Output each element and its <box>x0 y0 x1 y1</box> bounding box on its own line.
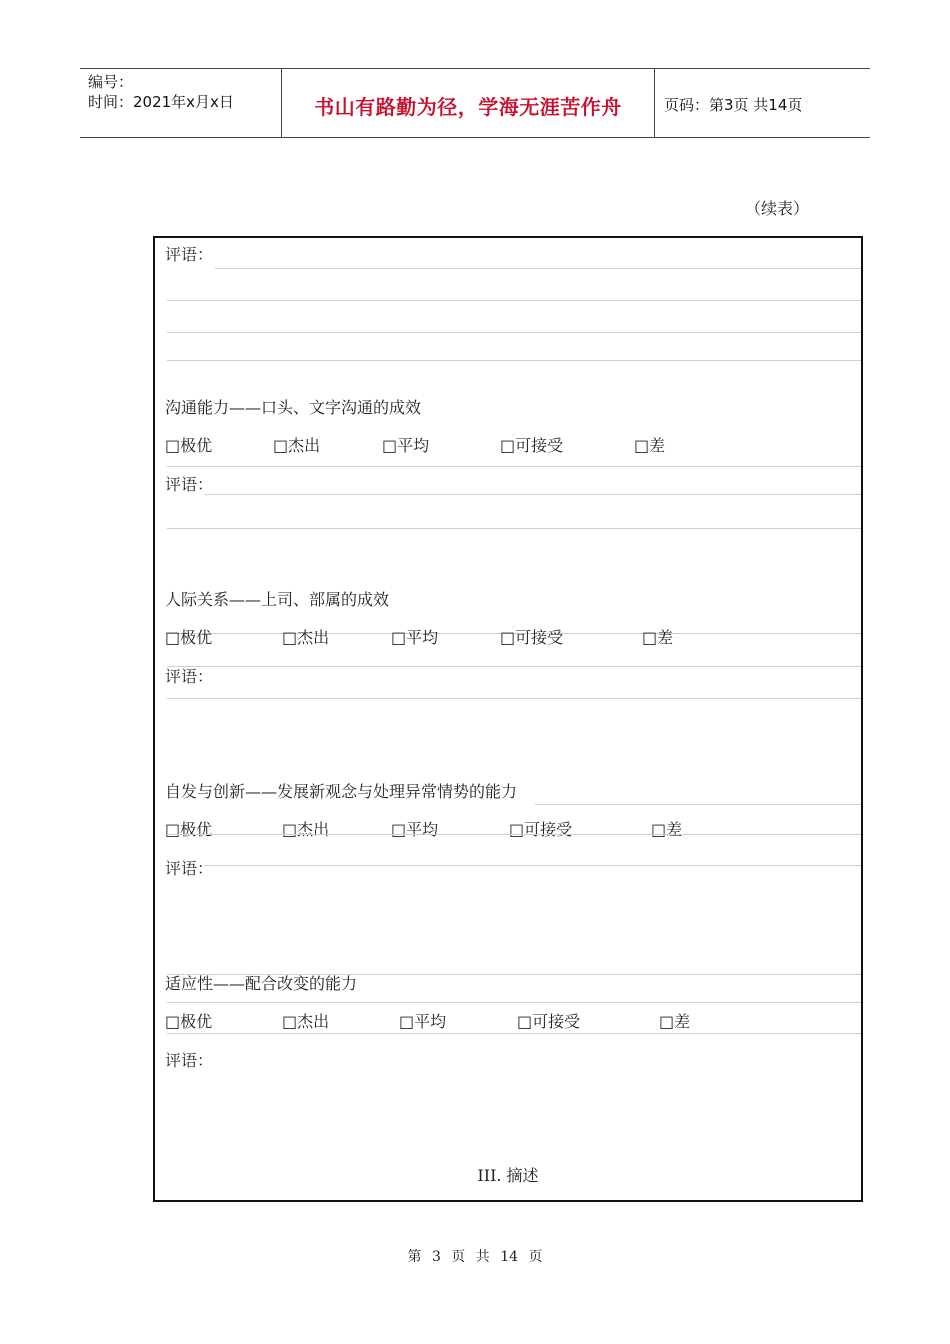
option-excellent[interactable]: □极优 <box>165 1012 213 1031</box>
option-poor[interactable]: □差 <box>651 820 683 839</box>
page-footer: 第 3 页 共 14 页 <box>407 1249 543 1265</box>
comment-line <box>167 466 861 467</box>
option-acceptable[interactable]: □可接受 <box>500 436 564 455</box>
option-acceptable[interactable]: □可接受 <box>517 1012 581 1031</box>
option-excellent[interactable]: □极优 <box>165 628 213 647</box>
comment-line <box>167 528 861 529</box>
header-right-cell <box>654 69 870 137</box>
section-title-initiative: 自发与创新——发展新观念与处理异常情势的能力 <box>165 782 518 801</box>
section-title-relationships: 人际关系——上司、部属的成效 <box>165 590 390 609</box>
option-average[interactable]: □平均 <box>391 820 439 839</box>
option-outstanding[interactable]: □杰出 <box>282 628 330 647</box>
comment-label: 评语： <box>165 1051 214 1070</box>
page-header <box>80 68 870 138</box>
option-excellent[interactable]: □极优 <box>165 436 213 455</box>
option-line <box>167 1033 861 1034</box>
option-line <box>167 1002 861 1003</box>
option-acceptable[interactable]: □可接受 <box>500 628 564 647</box>
serial-label: 编号： <box>88 73 134 91</box>
date-label: 时间：2021年x月x日 <box>88 93 234 111</box>
comment-label: 评语： <box>165 245 214 264</box>
option-outstanding[interactable]: □杰出 <box>282 820 330 839</box>
comment-line <box>167 332 861 333</box>
comment-line <box>167 666 861 667</box>
option-average[interactable]: □平均 <box>391 628 439 647</box>
comment-label: 评语： <box>165 475 214 494</box>
header-motto-cell <box>281 69 655 137</box>
option-line <box>535 804 861 805</box>
option-average[interactable]: □平均 <box>382 436 430 455</box>
option-poor[interactable]: □差 <box>634 436 666 455</box>
comment-line <box>167 360 861 361</box>
page-info: 页码：第3页 共14页 <box>664 96 803 114</box>
header-left-cell <box>80 69 281 137</box>
comment-line <box>205 494 861 495</box>
comment-label: 评语： <box>165 667 214 686</box>
evaluation-form-box <box>153 236 863 1202</box>
option-line <box>167 834 861 835</box>
option-poor[interactable]: □差 <box>642 628 674 647</box>
section-title-communication: 沟通能力——口头、文字沟通的成效 <box>165 398 422 417</box>
comment-label: 评语： <box>165 859 214 878</box>
comment-line <box>167 300 861 301</box>
option-outstanding[interactable]: □杰出 <box>282 1012 330 1031</box>
comment-line <box>167 698 861 699</box>
option-poor[interactable]: □差 <box>659 1012 691 1031</box>
summary-heading: III. 摘述 <box>477 1166 539 1185</box>
motto-text: 书山有路勤为径，学海无涯苦作舟 <box>314 95 622 119</box>
option-acceptable[interactable]: □可接受 <box>509 820 573 839</box>
continued-label: （续表） <box>745 199 810 218</box>
section-title-adaptability: 适应性——配合改变的能力 <box>165 974 358 993</box>
option-outstanding[interactable]: □杰出 <box>273 436 321 455</box>
option-excellent[interactable]: □极优 <box>165 820 213 839</box>
comment-line <box>215 268 861 269</box>
comment-line <box>205 865 861 866</box>
option-average[interactable]: □平均 <box>399 1012 447 1031</box>
